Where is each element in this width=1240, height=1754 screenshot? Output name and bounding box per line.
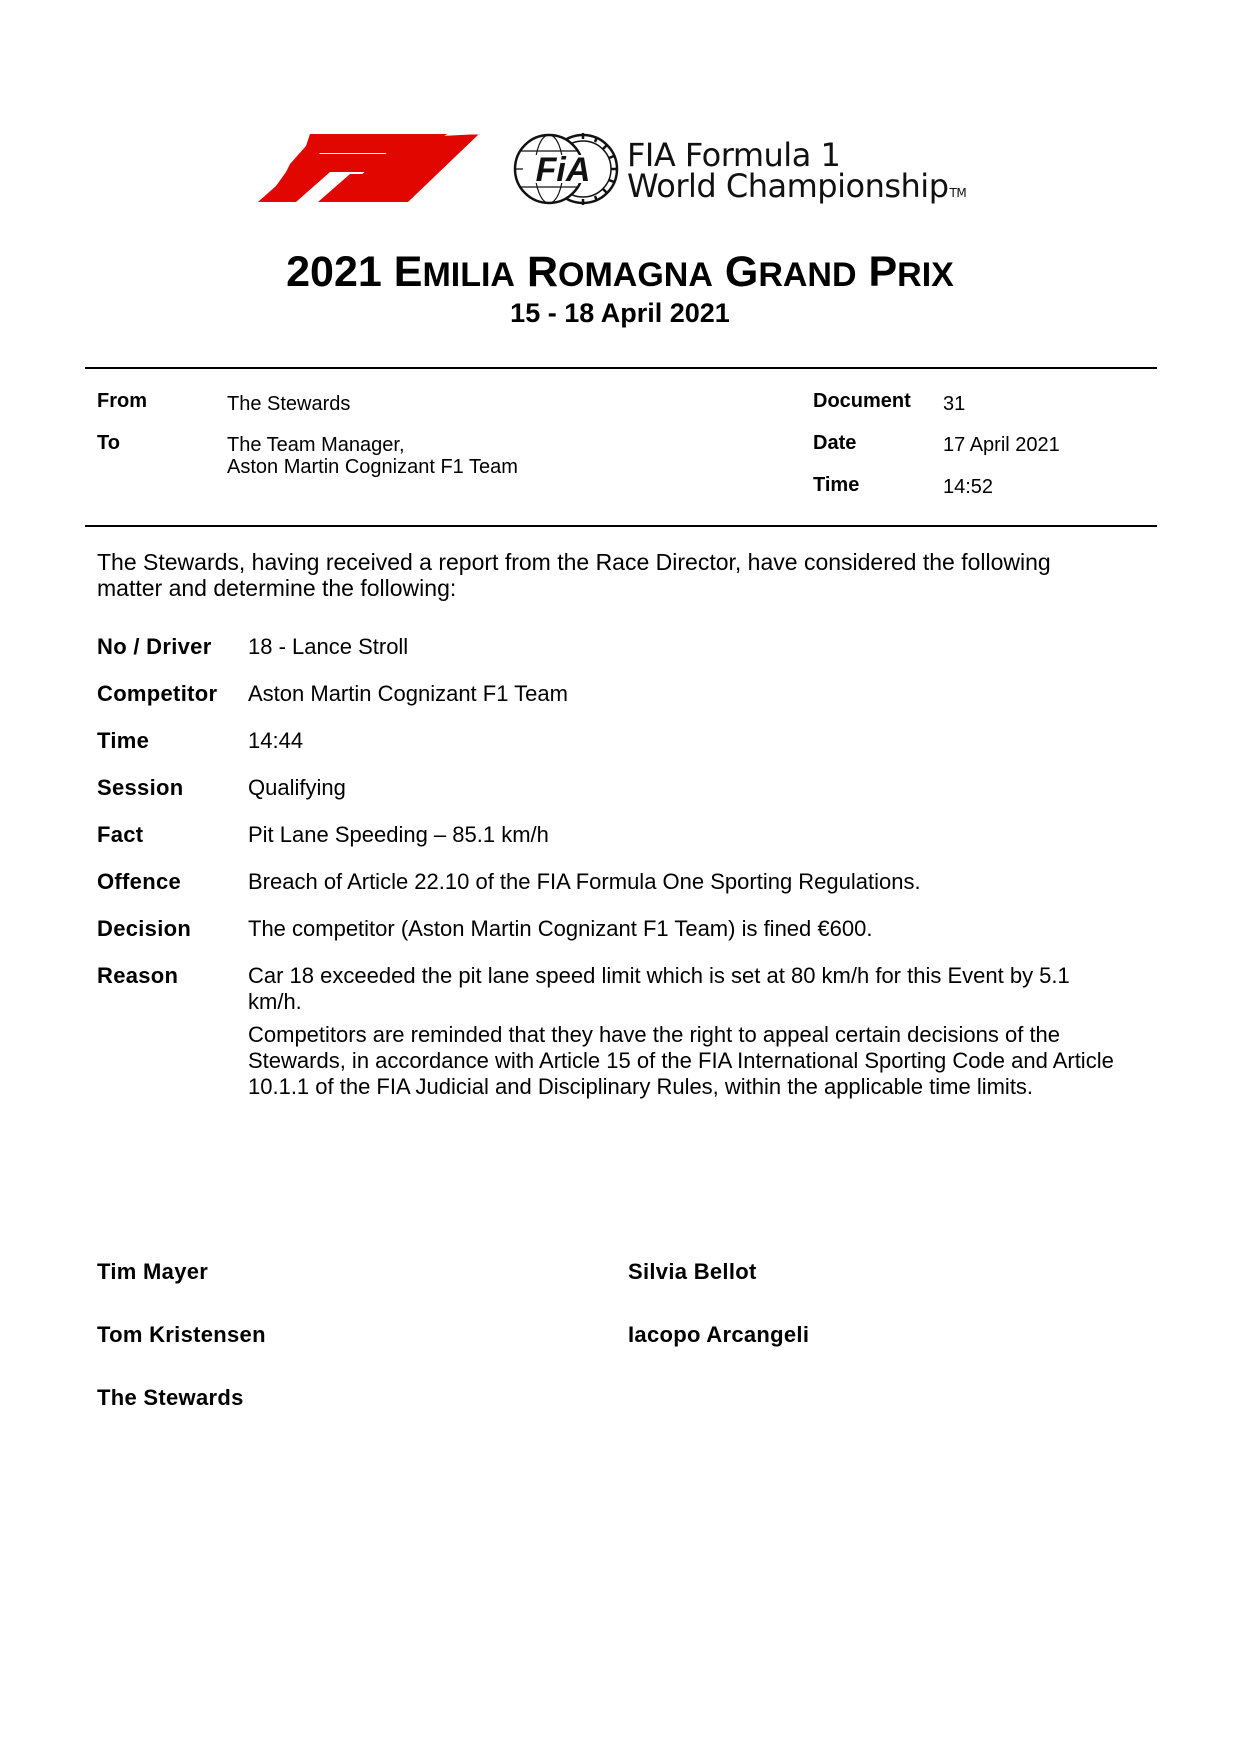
title-rix: RIX: [897, 256, 954, 294]
to-value-line-1: The Team Manager,: [227, 434, 405, 456]
title-milia: MILIA: [422, 256, 515, 294]
time-label: Time: [813, 474, 860, 496]
row-value-session: Qualifying: [248, 775, 346, 800]
signature-silvia-bellot: Silvia Bellot: [628, 1259, 757, 1284]
row-label-competitor: Competitor: [97, 681, 218, 706]
row-value-decision: The competitor (Aston Martin Cognizant F1 Team) is fined €600.: [248, 916, 873, 941]
row-value-time: 14:44: [248, 728, 304, 753]
date-label: Date: [813, 432, 857, 454]
title-rand: RAND: [758, 256, 857, 294]
fia-emblem: [511, 131, 623, 207]
title-omagna: OMAGNA: [558, 256, 713, 294]
row-value-competitor: Aston Martin Cognizant F1 Team: [248, 681, 568, 706]
to-label: To: [97, 432, 120, 454]
from-label: From: [97, 390, 147, 412]
divider-bottom: [85, 525, 1157, 527]
appeal-note: Competitors are reminded that they have the right to appeal certain decisions of the Stewards, in accordance with Article 15 of the FIA International Sporting Code and Article 10.1.1 of the FIA Judicial and Disciplinary Rules, within the applicable time limits.: [248, 1022, 1114, 1099]
row-value-fact: Pit Lane Speeding – 85.1 km/h: [248, 822, 549, 847]
event-dates: 15 - 18 April 2021: [510, 298, 730, 328]
divider-top: [85, 367, 1157, 369]
to-value-line-2: Aston Martin Cognizant F1 Team: [227, 456, 518, 478]
signature-tom-kristensen: Tom Kristensen: [97, 1322, 266, 1347]
row-label-time: Time: [97, 728, 150, 753]
row-label-driver: No / Driver: [97, 634, 212, 659]
row-value-driver: 18 - Lance Stroll: [248, 634, 409, 659]
row-value-reason: Car 18 exceeded the pit lane speed limit which is set at 80 km/h for this Event by 5.1 km/h.: [248, 963, 1070, 1014]
signature-the-stewards: The Stewards: [97, 1385, 244, 1410]
signature-tim-mayer: Tim Mayer: [97, 1259, 209, 1284]
row-label-fact: Fact: [97, 822, 144, 847]
document-label: Document: [813, 390, 911, 412]
intro-paragraph: The Stewards, having received a report from the Race Director, have considered the following matter and determine the following:: [97, 549, 1051, 601]
row-value-offence: Breach of Article 22.10 of the FIA Formula One Sporting Regulations.: [248, 869, 921, 894]
document-number: 31: [943, 393, 966, 415]
row-label-session: Session: [97, 775, 184, 800]
brand-line-1: FIA Formula 1: [627, 136, 841, 174]
time-value: 14:52: [943, 476, 994, 498]
title-year: 2021: [286, 248, 382, 296]
event-title: [0, 248, 1240, 297]
signature-iacopo-arcangeli: Iacopo Arcangeli: [628, 1322, 810, 1347]
date-value: 17 April 2021: [943, 434, 1060, 456]
from-value: The Stewards: [227, 393, 351, 415]
row-label-reason: Reason: [97, 963, 179, 988]
brand-line-2-text: World Championship: [627, 167, 949, 205]
fia-emblem-text: FiA: [535, 151, 591, 189]
trademark-mark: TM: [949, 186, 967, 200]
title-cap-e: E: [393, 248, 423, 296]
row-label-offence: Offence: [97, 869, 182, 894]
title-cap-r: R: [526, 248, 559, 296]
f1-logo: [258, 134, 520, 202]
title-cap-p: P: [868, 248, 898, 296]
row-label-decision: Decision: [97, 916, 192, 941]
title-cap-g: G: [724, 248, 759, 296]
brand-line-2: [627, 167, 966, 205]
